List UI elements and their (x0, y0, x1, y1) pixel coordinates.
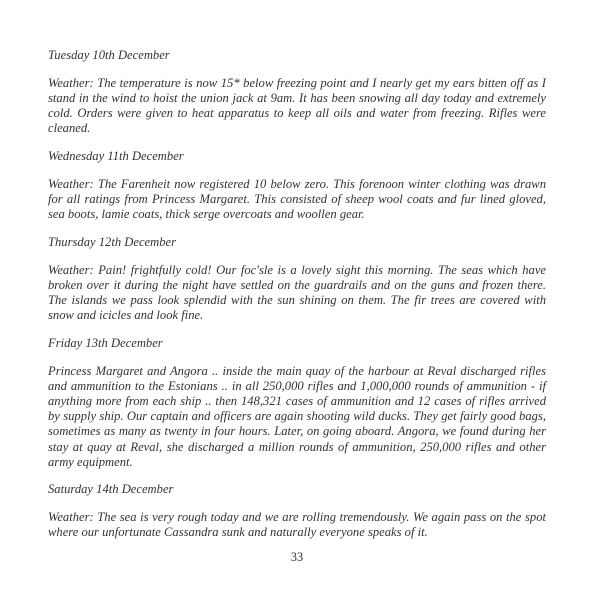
diary-entry (48, 336, 546, 470)
page-number: 33 (290, 549, 304, 564)
entry-body: Weather: Pain! frightfully cold! Our foc'sle is a lovely sight this morning. The seas which have broken over it during the night have settled on the guardrails and on the guns and frozen there. The islands we pass look splendid with the sun shining on them. The fir trees are covered with snow and icicles and look fine. (48, 262, 546, 323)
entry-heading: Friday 13th December (48, 335, 163, 350)
diary-entry (48, 482, 546, 540)
diary-entry (48, 149, 546, 222)
entry-body: Weather: The Farenheit now registered 10 below zero. This forenoon winter clothing was drawn for all ratings from Princess Margaret. This consisted of sheep wool coats and fur lined gloved, sea boots, lamie coats, thick serge overcoats and woollen gear. (48, 176, 546, 222)
diary-entry (48, 235, 546, 324)
entry-body: Princess Margaret and Angora .. inside the main quay of the harbour at Reval discharged rifles and ammunition to the Estonians .. in all 250,000 rifles and 1,000,000 rounds of ammunition - if anything more from each ship .. then 148,321 cases of ammunition and 12 cases of rifles arrived by supply ship. Our captain and officers are again shooting wild ducks. They get fairly good bags, sometimes as many as twenty in four hours. Later, on going aboard. Angora, we found during her stay at quay at Reval, she discharged a million rounds of ammunition, 250,000 rifles and other army equipment. (48, 363, 546, 469)
diary-entry (48, 48, 546, 137)
entry-body: Weather: The temperature is now 15* below freezing point and I nearly get my ears bitten off as I stand in the wind to hoist the union jack at 9am. It has been snowing all day today and extremely cold. Orders were given to heat apparatus to keep all oils and water from freezing. Rifles were cleaned. (48, 75, 546, 136)
entry-heading: Wednesday 11th December (48, 149, 184, 164)
entry-heading: Tuesday 10th December (48, 48, 170, 62)
entry-heading: Saturday 14th December (48, 482, 174, 497)
entry-body: Weather: The sea is very rough today and we are rolling tremendously. We again pass on the spot where our unfortunate Cassandra sunk and naturally everyone speaks of it. (48, 510, 546, 540)
entry-heading: Thursday 12th December (48, 234, 177, 249)
diary-content (48, 48, 546, 565)
